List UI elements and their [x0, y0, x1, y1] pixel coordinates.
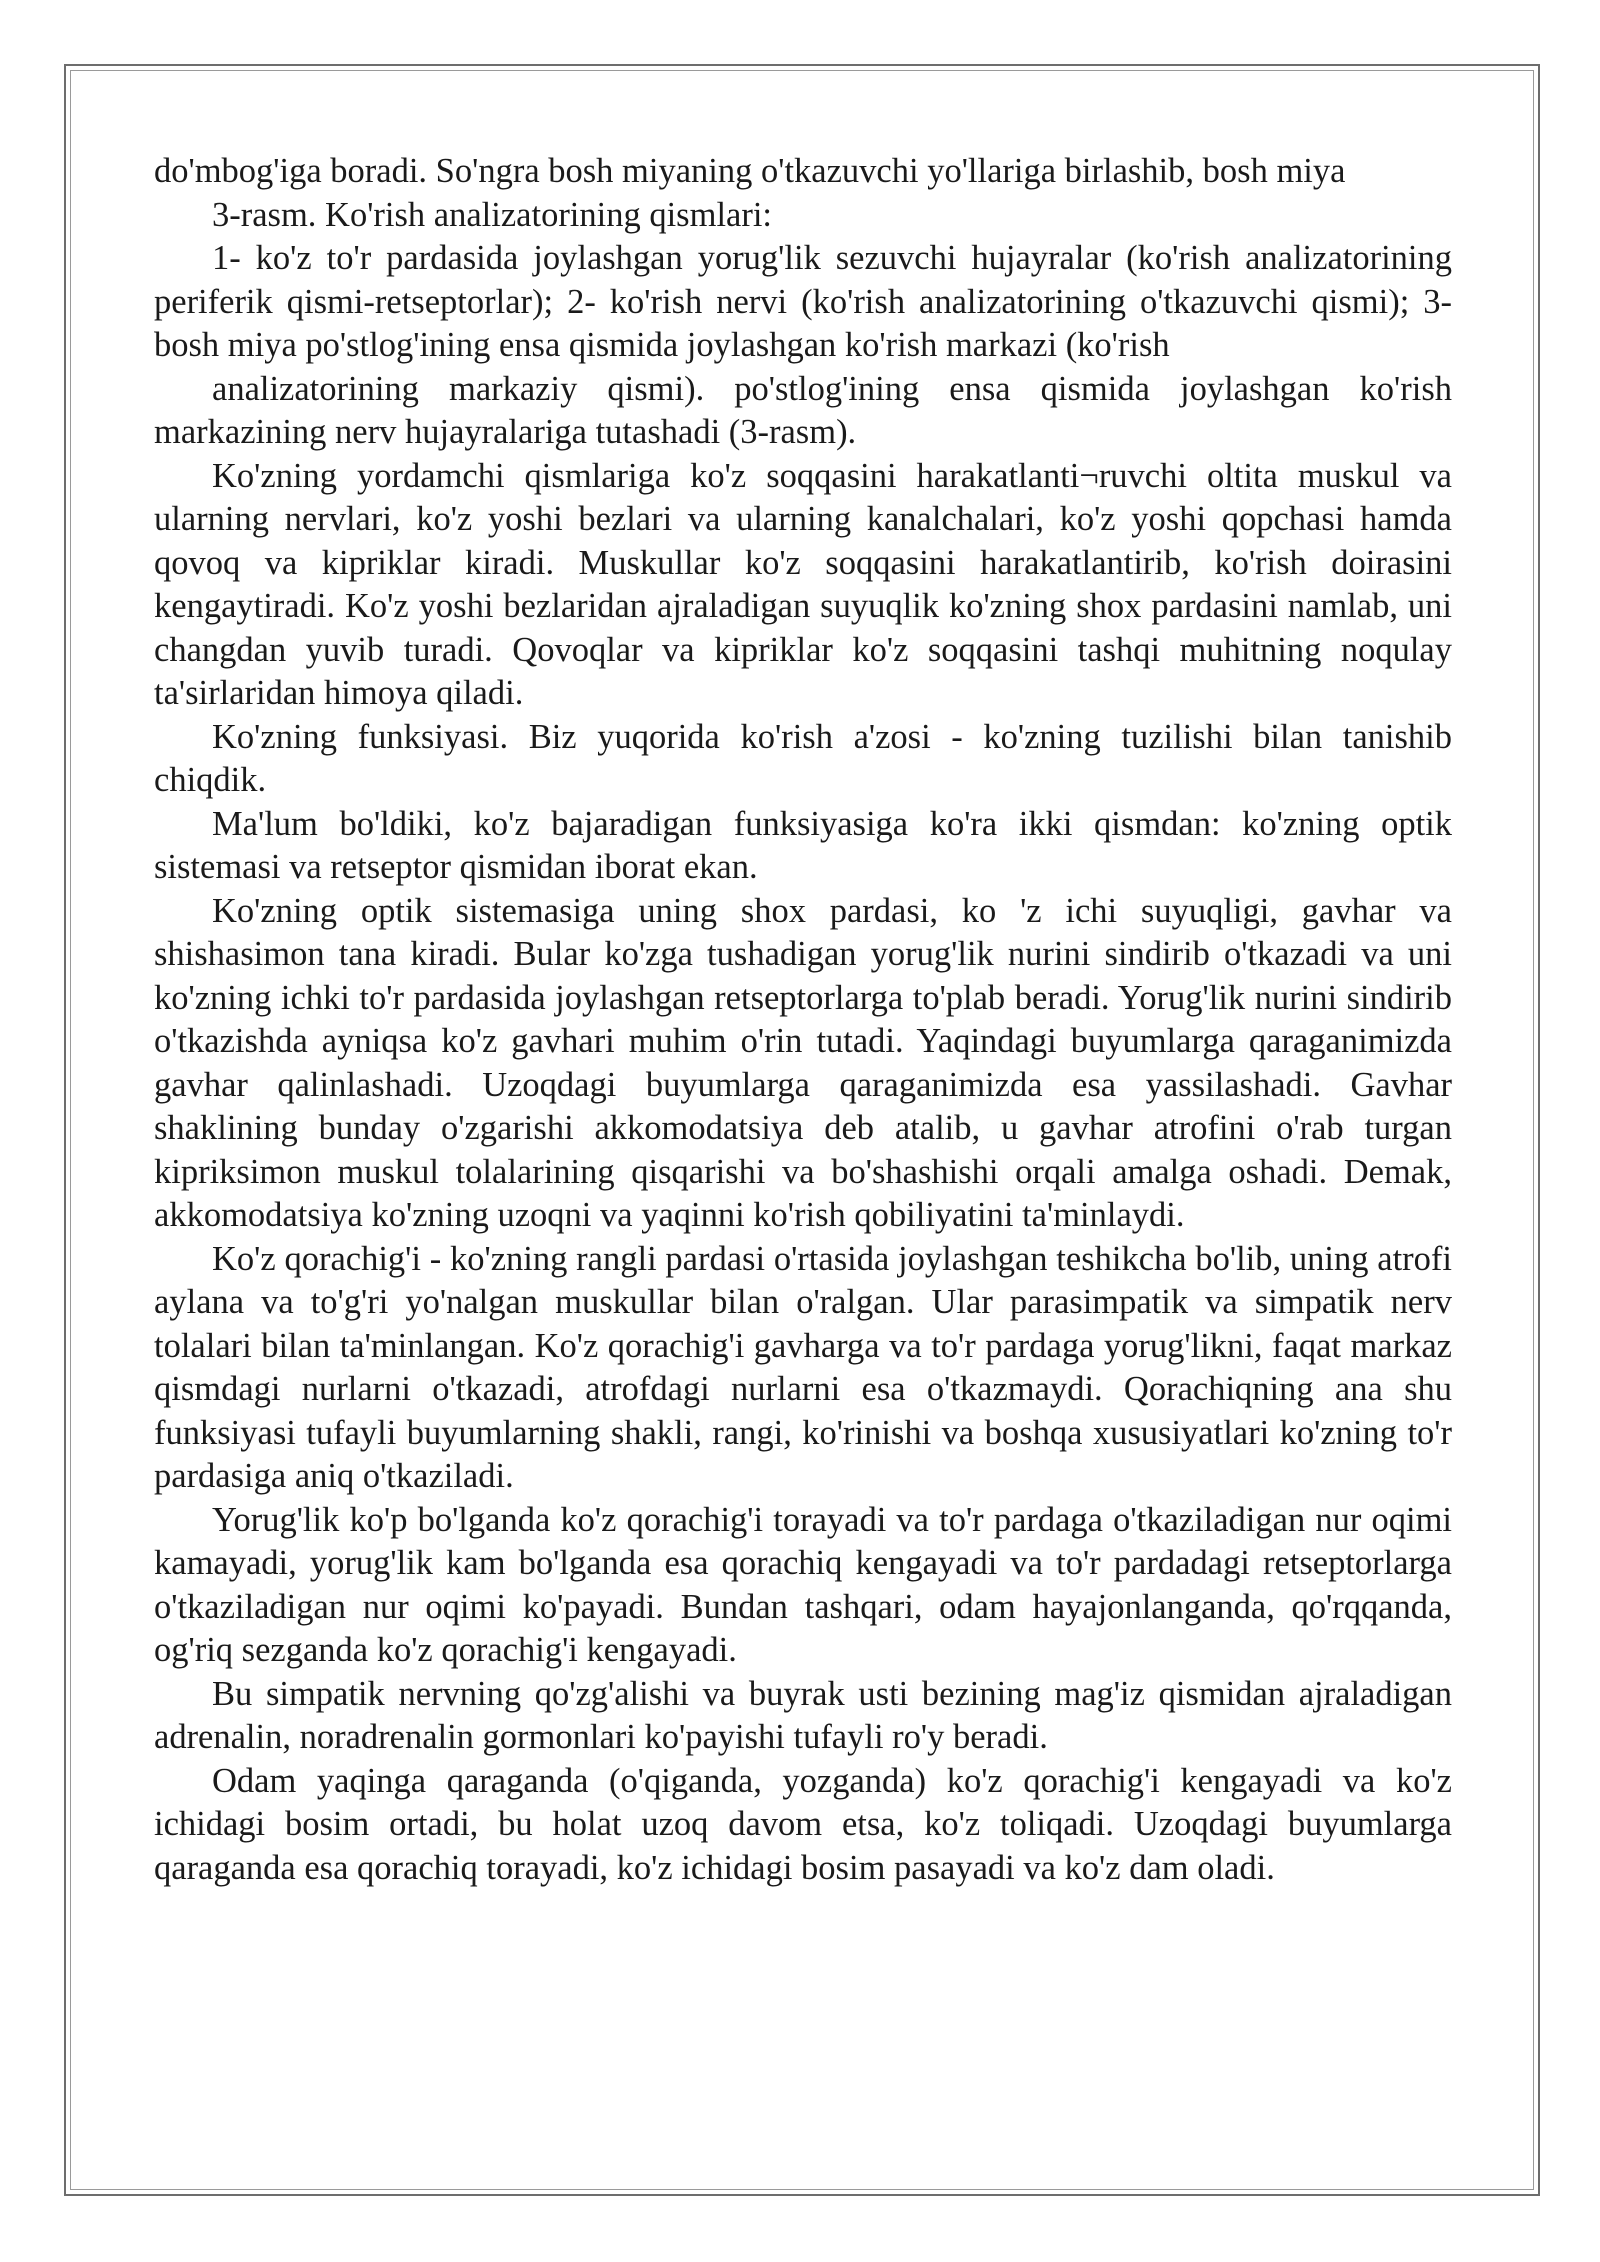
paragraph-auxiliary-parts: Ko'zning yordamchi qismlariga ko'z soqqasini harakatlanti¬ruvchi oltita muskul va ularning nervlari, ko'z yoshi bezlari va ularning kanalchalari, ko'z yoshi qopchasi hamda qovoq va kipriklar kiradi. Muskullar ko'z soqqasini harakatlantirib, ko'rish doirasini kengaytiradi. Ko'z yoshi bezlaridan ajraladigan suyuqlik ko'zning shox pardasini namlab, uni changdan yuvib turadi. Qovoqlar va kipriklar ko'z soqqasini tashqi muhitning noqulay ta'sirlaridan himoya qiladi.	[154, 456, 1452, 712]
paragraph-near-far: Odam yaqinga qaraganda (o'qiganda, yozganda) ko'z qorachig'i kengayadi va ko'z ichidagi bosim ortadi, bu holat uzoq davom etsa, ko'z toliqadi. Uzoqdagi buyumlarga qaraganda esa qorachiq torayadi, ko'z ichidagi bosim pasayadi va ko'z dam oladi.	[154, 1761, 1452, 1887]
paragraph-eye-function: Ko'zning funksiyasi. Biz yuqorida ko'rish a'zosi - ko'zning tuzilishi bilan tanishib chiqdik.	[154, 717, 1452, 799]
paragraph-sympathetic: Bu simpatik nervning qo'zg'alishi va buyrak usti bezining mag'iz qismidan ajraladigan adrenalin, noradrenalin gormonlari ko'payishi tufayli ro'y beradi.	[154, 1674, 1452, 1756]
paragraph-continuation: do'mbog'iga boradi. So'ngra bosh miyaning o'tkazuvchi yo'llariga birlashib, bosh miya	[154, 152, 1346, 190]
paragraph-two-parts: Ma'lum bo'ldiki, ko'z bajaradigan funksiyasiga ko'ra ikki qismdan: ko'zning optik sistemasi va retseptor qismidan iborat ekan.	[154, 804, 1452, 886]
paragraph-optic-system: Ko'zning optik sistemasiga uning shox pardasi, ko 'z ichi suyuqligi, gavhar va shishasimon tana kiradi. Bular ko'zga tushadigan yorug'lik nurini sindirib o'tkazadi va uni ko'zning ichki to'r pardasida joylashgan retseptorlarga to'plab beradi. Yorug'lik nurini sindirib o'tkazishda ayniqsa ko'z gavhari muhim o'rin tutadi. Yaqindagi buyumlarga qaraganimizda gavhar qalinlashadi. Uzoqdagi buyumlarga qaraganimizda esa yassilashadi. Gavhar shaklining bunday o'zgarishi akkomodatsiya deb atalib, u gavhar atrofini o'rab turgan kipriksimon muskul tolalarining qisqarishi va bo'shashishi orqali amalga oshadi. Demak, akkomodatsiya ko'zning uzoqni va yaqinni ko'rish qobiliyatini ta'minlaydi.	[154, 891, 1452, 1234]
paragraph-pupil: Ko'z qorachig'i - ko'zning rangli pardasi o'rtasida joylashgan teshikcha bo'lib, uning atrofi aylana va to'g'ri yo'nalgan muskullar bilan o'ralgan. Ular parasimpatik va simpatik nerv tolalari bilan ta'minlangan. Ko'z qorachig'i gavharga va to'r pardaga yorug'likni, faqat markaz qismdagi nurlarni o'tkazadi, atrofdagi nurlarni esa o'tkazmaydi. Qorachiqning ana shu funksiyasi tufayli buyumlarning shakli, rangi, ko'rinishi va boshqa xususiyatlari ko'zning to'r pardasiga aniq o'tkaziladi.	[154, 1239, 1452, 1495]
figure-caption: 3-rasm. Ko'rish analizatorining qismlari:	[212, 195, 773, 234]
paragraph-light-reaction: Yorug'lik ko'p bo'lganda ko'z qorachig'i torayadi va to'r pardaga o'tkaziladigan nur oqimi kamayadi, yorug'lik kam bo'lganda esa qorachiq kengayadi va to'r pardadagi retseptorlarga o'tkaziladigan nur oqimi ko'payadi. Bundan tashqari, odam hayajonlanganda, qo'rqqanda, og'riq sezganda ko'z qorachig'i kengayadi.	[154, 1500, 1452, 1669]
figure-legend: 1- ko'z to'r pardasida joylashgan yorug'lik sezuvchi hujayralar (ko'rish analizatorining periferik qismi-retseptorlar); 2- ko'rish nervi (ko'rish analizatorining o'tkazuvchi qismi); 3- bosh miya po'stlog'ining ensa qismida joylashgan ko'rish markazi (ko'rish	[154, 239, 1452, 364]
document-body	[154, 150, 1452, 1890]
figure-legend-continuation: analizatorining markaziy qismi). po'stlog'ining ensa qismida joylashgan ko'rish markazining nerv hujayralariga tutashadi (3-rasm).	[154, 369, 1452, 451]
